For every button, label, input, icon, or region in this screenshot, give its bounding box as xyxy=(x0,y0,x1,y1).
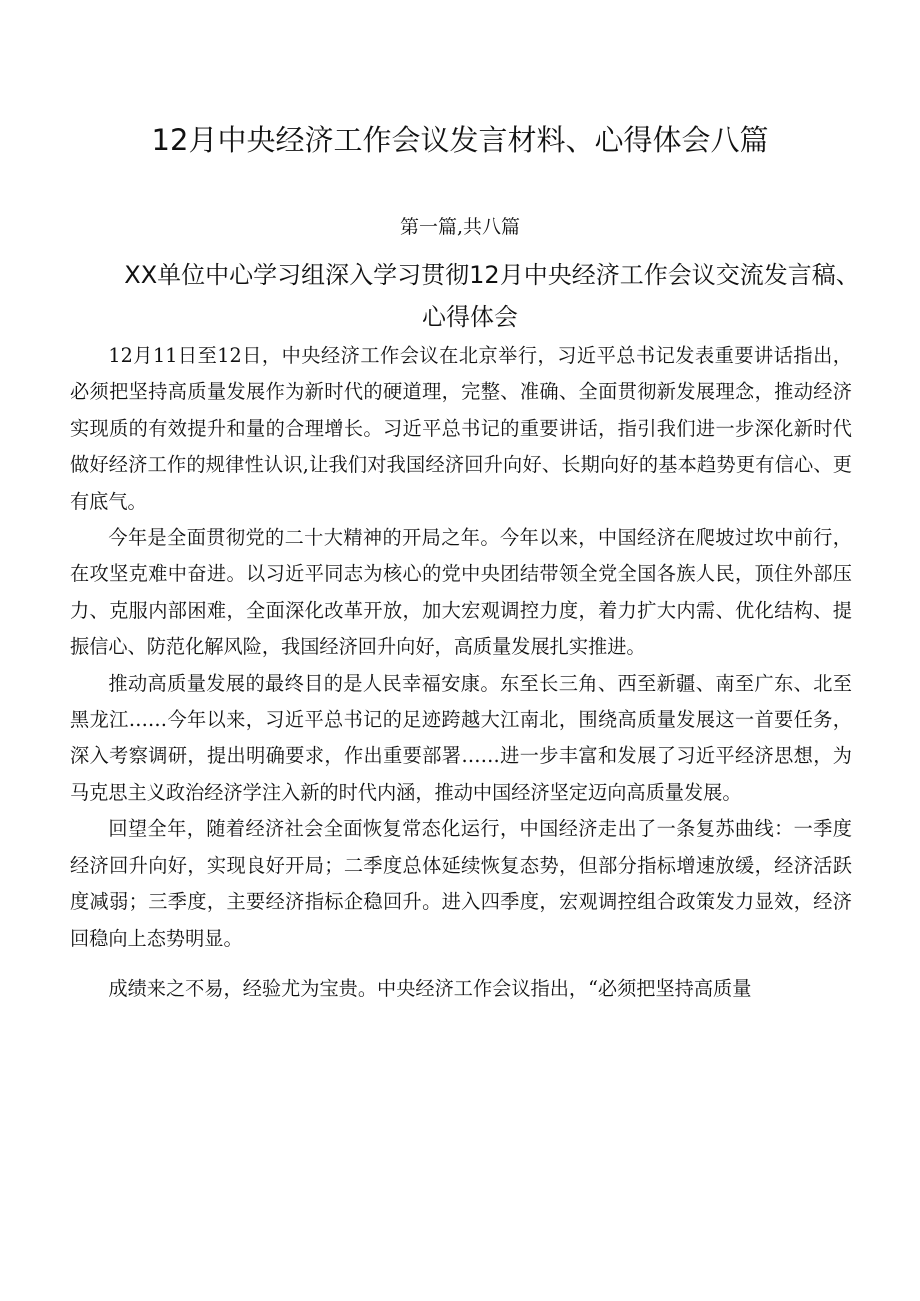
part-label: 第一篇,共八篇 xyxy=(399,216,521,238)
paragraph-1: 12月11日至12日，中央经济工作会议在北京举行，习近平总书记发表重要讲话指出，必须把坚持高质量发展作为新时代的硬道理，完整、准确、全面贯彻新发展理念，推动经济实现质的有效提升和量的合理增长。习近平总书记的重要讲话，指引我们进一步深化新时代做好经济工作的规律性认识,让我们对我国经济回升向好、长期向好的基本趋势更有信心、更有底气。 xyxy=(70,344,852,513)
paragraph-5: 成绩来之不易，经验尤为宝贵。中央经济工作会议指出，“必须把坚持高质量 xyxy=(108,976,752,1000)
document-title: 12月中央经济工作会议发言材料、心得体会八篇 xyxy=(151,123,769,157)
paragraph-3: 推动高质量发展的最终目的是人民幸福安康。东至长三角、西至新疆、南至广东、北至黑龙江……今年以来，习近平总书记的足迹跨越大江南北，围绕高质量发展这一首要任务，深入考察调研，提出明确要求，作出重要部署……进一步丰富和发展了习近平经济思想，为马克思主义政治经济学注入新的时代内涵，推动中国经济坚定迈向高质量发展。 xyxy=(70,671,852,804)
article-body xyxy=(70,338,852,1007)
article-title: XX单位中心学习组深入学习贯彻12月中央经济工作会议交流发言稿、心得体会 xyxy=(124,261,860,331)
paragraph-4: 回望全年，随着经济社会全面恢复常态化运行，中国经济走出了一条复苏曲线：一季度经济回升向好，实现良好开局；二季度总体延续恢复态势，但部分指标增速放缓，经济活跃度减弱；三季度，主要经济指标企稳回升。进入四季度，宏观调控组合政策发力显效，经济回稳向上态势明显。 xyxy=(70,817,852,950)
paragraph-2: 今年是全面贯彻党的二十大精神的开局之年。今年以来，中国经济在爬坡过坎中前行，在攻坚克难中奋进。以习近平同志为核心的党中央团结带领全党全国各族人民，顶住外部压力、克服内部困难，全面深化改革开放，加大宏观调控力度，着力扩大内需、优化结构、提振信心、防范化解风险，我国经济回升向好，高质量发展扎实推进。 xyxy=(70,526,852,659)
